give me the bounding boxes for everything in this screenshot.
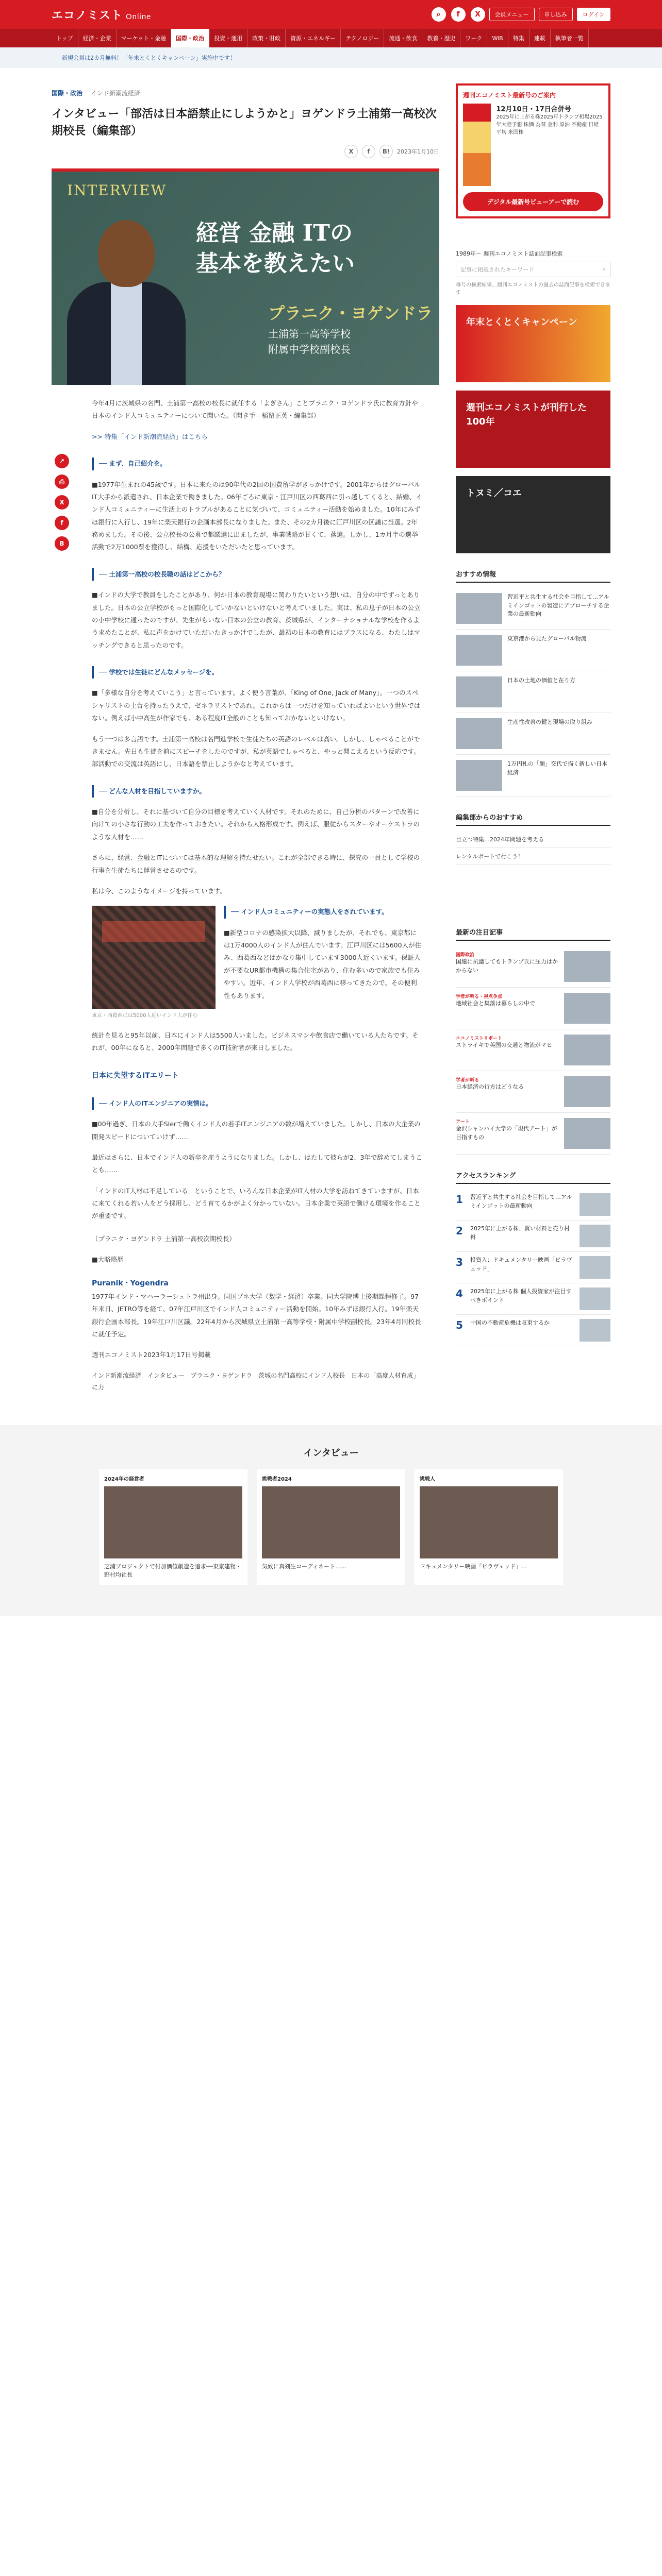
nav-item[interactable]: 連載 xyxy=(529,29,551,47)
card-image xyxy=(420,1486,558,1558)
special-feature-link[interactable]: >> 特集「インド新潮流経済」はこちら xyxy=(92,432,208,440)
search-label: 1989年～ 週刊エコノミスト誌面記事検索 xyxy=(456,250,563,257)
member-menu-button[interactable]: 会員メニュー xyxy=(489,8,535,21)
related-card[interactable]: 挑戦人 ドキュメンタリー映画「ビラヴェッド」… xyxy=(415,1469,563,1585)
section-heading: 日本に失望するITエリート xyxy=(92,1071,179,1080)
login-button[interactable]: ログイン xyxy=(577,8,610,21)
list-item[interactable]: 東京港から見たグローバル物流 xyxy=(456,630,610,671)
x-share-icon[interactable]: X xyxy=(55,495,69,510)
answer: ■新型コロナの感染拡大以降、減りましたが、それでも、東京都には1万4000人のインド人が住んでいます。江戸川区には5600人が住み、西葛西などはかなり集中しています3000人近くいます。保証人が不要なUR都市機構の集合住宅があり、住む多いので家族でも住みやすい。近年、インド人学校が西葛西に移ってきたので、その便利性もあります。 xyxy=(224,928,422,999)
facebook-share-icon[interactable]: f xyxy=(362,145,375,158)
ranking-item[interactable]: 4 2025年に上がる株 個人投資家が注目すべきポイント xyxy=(456,1283,610,1315)
ranking-item[interactable]: 3 投資入：ドキュメンタリー映画「ビラヴェッド」 xyxy=(456,1252,610,1283)
main-nav xyxy=(0,29,662,47)
search-icon[interactable]: ⌕ xyxy=(432,7,446,22)
hero-name: プラニク・ヨゲンドラ xyxy=(268,303,433,323)
nav-item[interactable]: 経済・企業 xyxy=(78,29,117,47)
archive-search xyxy=(456,249,610,297)
floating-share xyxy=(52,397,72,1394)
share-bar xyxy=(52,145,439,158)
feature-link[interactable]: 目立つ特集…2024年問題を考える xyxy=(456,831,610,848)
share-icon[interactable]: ↗ xyxy=(55,454,69,468)
nav-item[interactable]: 流通・飲食 xyxy=(384,29,422,47)
nav-item[interactable]: 資源・エネルギー xyxy=(286,29,341,47)
page-title: インタビュー「部活は日本語禁止にしようかと」ヨゲンドラ土浦第一高校次期校長（編集部） xyxy=(52,108,437,138)
campaign-banner[interactable]: 年末とくとくキャンペーン xyxy=(456,305,610,382)
hero-affiliation: 土浦第一高等学校 附属中学校副校長 xyxy=(268,328,351,355)
notice-bar[interactable] xyxy=(0,47,662,68)
list-item[interactable]: 生産性改善の鍵と現場の取り組み xyxy=(456,713,610,755)
signature: （プラニク・ヨゲンドラ 土浦第一高校次期校長） xyxy=(92,1234,236,1243)
promo-title: 週刊エコノミスト最新号のご案内 xyxy=(463,92,556,99)
profile-name: Puranik・Yogendra xyxy=(92,1279,169,1287)
breadcrumb-category[interactable]: 国際・政治 xyxy=(52,90,83,97)
list-item[interactable]: 国際政治 国連に抗議してもトランプ氏に圧力はかからない xyxy=(456,946,610,988)
nav-item-active[interactable]: 国際・政治 xyxy=(171,29,209,47)
list-item[interactable]: 学者が斬る 日本経済の行方はどうなる xyxy=(456,1071,610,1113)
ranking-heading: アクセスランキング xyxy=(456,1170,610,1184)
ranking-item[interactable]: 2 2025年に上がる株、買い材料と売り材料 xyxy=(456,1221,610,1252)
answer: もう一つは多言語です。土浦第一高校は名門進学校で生徒たちの英語のレベルは高い。しかし、しゃべることができません。先日も生徒を前にスピーチをしたのですが、私が英語でしゃべると、やっと聞こえるという反応です。部活動での交流は英語にし、日本語を禁止しようかなと考えています。 xyxy=(92,735,420,768)
nav-item[interactable]: ワーク xyxy=(460,29,487,47)
hero-headline: 経営 金融 ITの 基本を教えたい xyxy=(196,220,355,277)
search-input[interactable]: 記事に掲載されたキーワード ⌕ xyxy=(456,262,610,277)
breadcrumb-series[interactable]: インド新潮流経済 xyxy=(90,90,140,97)
x-share-icon[interactable]: X xyxy=(344,145,358,158)
notice-text: 新規会員は2カ月無料！「年末とくとくキャンペーン」実施中です！ xyxy=(62,55,236,61)
nav-item[interactable]: 特集 xyxy=(508,29,529,47)
photo-row xyxy=(92,906,423,1021)
lead: 今年4月に茨城県の名門、土浦第一高校の校長に就任する「よぎさん」ことプラニク・ヨゲンドラ氏に教育方針や日本のインド人コミュニティーについて聞いた。（聞き手＝稲留正英・編集部） xyxy=(92,399,418,420)
answer: 最近はさらに、日本でインド人の新卒を雇うようになりました。しかし、はたして彼らが2、3年で辞めてしまうことも…… xyxy=(92,1153,422,1174)
answer: ■「多様な自分を考えていこう」と言っています。よく使う言葉が、「King of One, Jack of Many」。一つのスペシャリストの土台を持ったうえで、ゼネラリストであれ。これからは一つだけを知っていればよいという世界ではない。例えば小中高生が作家でも、ある程度IT全般のことも知っておかないといけない。 xyxy=(92,689,421,722)
publish-date: 2023年1月10日 xyxy=(397,148,439,155)
nav-item[interactable]: 政策・財政 xyxy=(247,29,286,47)
street-photo xyxy=(92,906,216,1009)
nav-item[interactable]: 執筆者一覧 xyxy=(551,29,589,47)
main-column xyxy=(52,83,439,1394)
answer: ■1977年生まれの45歳です。日本に来たのは90年代の2回の国費留学がきっかけです。2001年からはグローバルIT大手から派遣され、日本企業で働きました。06年ごろに東京・江戸川区の西葛西に引っ越してくると、結婚、インド人コミュニティーに生活上のトラブルがあることに気づいて、コミュニティー活動を始めました。10年にみずほ銀行に入行し、19年に楽天銀行の企画本部長になりました。また、その2カ月後に江戸川区の区議に当選。2年務めました。その後、公立校長の公募で都議選に出ましたが、事業戦略が甘くて、落選。しかし、1カ月半の選挙活動で2万1000票を獲得し、結構、応援をいただいたと思っています。 xyxy=(92,480,422,551)
profile-text: 1977年インド・マハーラーシュトラ州出身。同国プネ大学（数学・経済）卒業。同大学院博士後期課程修了。97年来日、JETRO等を経て、07年江戸川区でインド人コミュニティー活動を開始。10年みずほ銀行入行。19年楽天銀行企画本部長。19年江戸川区議。22年4月から茨城県立土浦第一高等学校・附属中学校副校長。23年4月同校長に就任予定。 xyxy=(92,1292,421,1338)
list-item[interactable]: 日本の土地の価値と在り方 xyxy=(456,671,610,713)
answer: ■00年過ぎ、日本の大手SIerで働くインド人の若手ITエンジニアの数が増えていました。しかし、日本の大企業の開発スピードについていけず…… xyxy=(92,1120,421,1141)
search-icon[interactable]: ⌕ xyxy=(602,266,606,273)
recommend-heading: おすすめ情報 xyxy=(456,569,610,583)
nav-item[interactable]: 投資・運用 xyxy=(209,29,247,47)
feature-link[interactable]: レンタルポートで行こう！ xyxy=(456,848,610,865)
facebook-share-icon[interactable]: f xyxy=(55,516,69,530)
article-tags[interactable]: インド新潮流経済 インタビュー プラニク・ヨゲンドラ 茨城の名門高校にインド人校長 日本の「高度人材育成」に力 xyxy=(92,1371,420,1392)
question: ── どんな人材を目指していますか。 xyxy=(92,785,423,798)
nav-item[interactable]: マーケット・金融 xyxy=(117,29,171,47)
topics-heading: 最新の注目記事 xyxy=(456,927,610,941)
card-image xyxy=(262,1486,400,1558)
history-banner[interactable]: 週刊エコノミストが刊行した100年 xyxy=(456,391,610,468)
question: ── インド人コミュニティーの実態人をされています。 xyxy=(224,906,423,918)
answer: 私は今、このようなイメージを持っています。 xyxy=(92,887,227,895)
magazine-cover[interactable] xyxy=(463,104,491,186)
bookmark-icon[interactable]: B xyxy=(55,536,69,551)
answer: ■インドの大学で教員をしたことがあり、何か日本の教育現場に関わりたいという想いは、自分の中でずっとありました。日本の公立学校がもっと国際化していかないといけないと考えていました。実は、私の息子が日本の公立の小中学校に通ったのですが、先生がもいない日本の公立の教育、茨城県が、インターナショナルな学校を作るよう求めたことが、私に声をかけていただいたきっかけでしたが、最初の日本の教育にはプラスになる、わたしはマッチングできると思ったのです。 xyxy=(92,591,421,649)
sidebar xyxy=(456,83,610,1394)
latest-issue-promo xyxy=(456,83,610,218)
related-interviews xyxy=(0,1425,662,1616)
portrait xyxy=(67,210,186,385)
promo-date: 12月10日・17日合併号 xyxy=(496,106,571,113)
print-icon[interactable]: ⎙ xyxy=(55,474,69,489)
ranking-item[interactable]: 5 中国の不動産危機は収束するか xyxy=(456,1315,610,1346)
question: ── 学校では生徒にどんなメッセージを。 xyxy=(92,666,423,679)
list-item[interactable]: 習近平と共生する社会を目指して…アルミインゴットの製造にアプローチする企業の最新動向 xyxy=(456,588,610,630)
nav-item[interactable]: テクノロジー xyxy=(341,29,384,47)
question: ── 土浦第一高校の校長職の話はどこから？ xyxy=(92,568,423,581)
list-item[interactable]: 1万円札の「顔」交代で描く新しい日本経済 xyxy=(456,755,610,796)
answer: さらに、経営、金融とITについては基本的な理解を持たせたい。これが全部できる時に、探究の一員として学校の行事を生徒たちに運営させるのです。 xyxy=(92,854,420,874)
bookmark-icon[interactable]: B! xyxy=(379,145,393,158)
top-bar xyxy=(0,0,662,29)
feature-heading: 編集部からのおすすめ xyxy=(456,812,610,826)
facebook-icon[interactable]: f xyxy=(451,7,466,22)
site-logo[interactable]: エコノミスト Online xyxy=(52,8,152,22)
related-card[interactable]: 2024年の経営者 芝浦ブロジェクトで付加価値創造を追求──東京建物・野村均社長 xyxy=(99,1469,247,1585)
list-item[interactable]: エコノミストリポート ストライキで英国の交通と物流がマヒ xyxy=(456,1029,610,1071)
event-banner[interactable]: トヌミ／コエ xyxy=(456,476,610,553)
related-heading: インタビュー xyxy=(303,1447,359,1459)
answer: 「インドのIT人材は不足している」ということで、いろんな日本企業がIT人材の大学を訪ねてきていますが、日本に来てくれる若い人をどう採用し、どう育てるかがよく分かっていない。日本企業で英語で働ける環境を作ることが重要です。 xyxy=(92,1187,421,1220)
profile-label: ■大略略歴 xyxy=(92,1256,124,1264)
list-item[interactable]: アート 金沢シャンハイ大学の「現代アート」が目指すもの xyxy=(456,1113,610,1155)
answer: ■自分を分析し、それに基づいて自分の目標を考えていく人材です。それのために、自己分析のパターンで改善に向けての小さな行動の工夫を作っておきたい。それから人格形成です。例えば、服従からスターやオーケストラのような人材を…… xyxy=(92,808,420,841)
search-note: 毎号の検索結果…週刊エコノミストの過去の誌面記事を検索できます xyxy=(456,282,610,296)
answer: 統計を見ると95年以前、日本にインド人は5500人いました。ビジネスマンや飲食店で働いている人たちです。それが、00年になると、2000年問題で多くのIT技術者が来日しました。 xyxy=(92,1031,419,1052)
article-body xyxy=(72,397,439,1394)
breadcrumb xyxy=(52,89,439,97)
hero-interview-label: INTERVIEW xyxy=(67,182,167,199)
question: ── まず、自己紹介を。 xyxy=(92,457,423,470)
hero-image xyxy=(52,168,439,385)
nav-item[interactable]: WiB xyxy=(487,29,508,47)
photo-caption: 東京・西葛西には5000人近いインド人が住む xyxy=(92,1013,198,1019)
nav-item[interactable]: 教養・歴史 xyxy=(422,29,460,47)
related-card[interactable]: 挑戦者2024 気候に真剣生コーディネート…… xyxy=(257,1469,405,1585)
x-icon[interactable]: X xyxy=(471,7,485,22)
digital-viewer-button[interactable]: デジタル最新号ビューアーで読む xyxy=(463,192,603,211)
source: 週刊エコノミスト2023年1月17日号掲載 xyxy=(92,1351,211,1359)
question: ── インド人のITエンジニアの実情は。 xyxy=(92,1097,423,1110)
list-item[interactable]: 学者が斬る・視点争点 地域社会と集落は暮らしの中で xyxy=(456,988,610,1029)
ranking-item[interactable]: 1 習近平と共生する社会を目指して…アルミインゴットの最新動向 xyxy=(456,1189,610,1221)
article xyxy=(52,397,439,1394)
register-button[interactable]: 申し込み xyxy=(539,8,573,21)
nav-item[interactable]: トップ xyxy=(52,29,78,47)
promo-text: 2025年に上がる株2025年トランプ相場2025年大胆予想 株価 為替 金利 原油 不動産 日経平均 米国株 xyxy=(496,114,603,135)
card-image xyxy=(104,1486,242,1558)
